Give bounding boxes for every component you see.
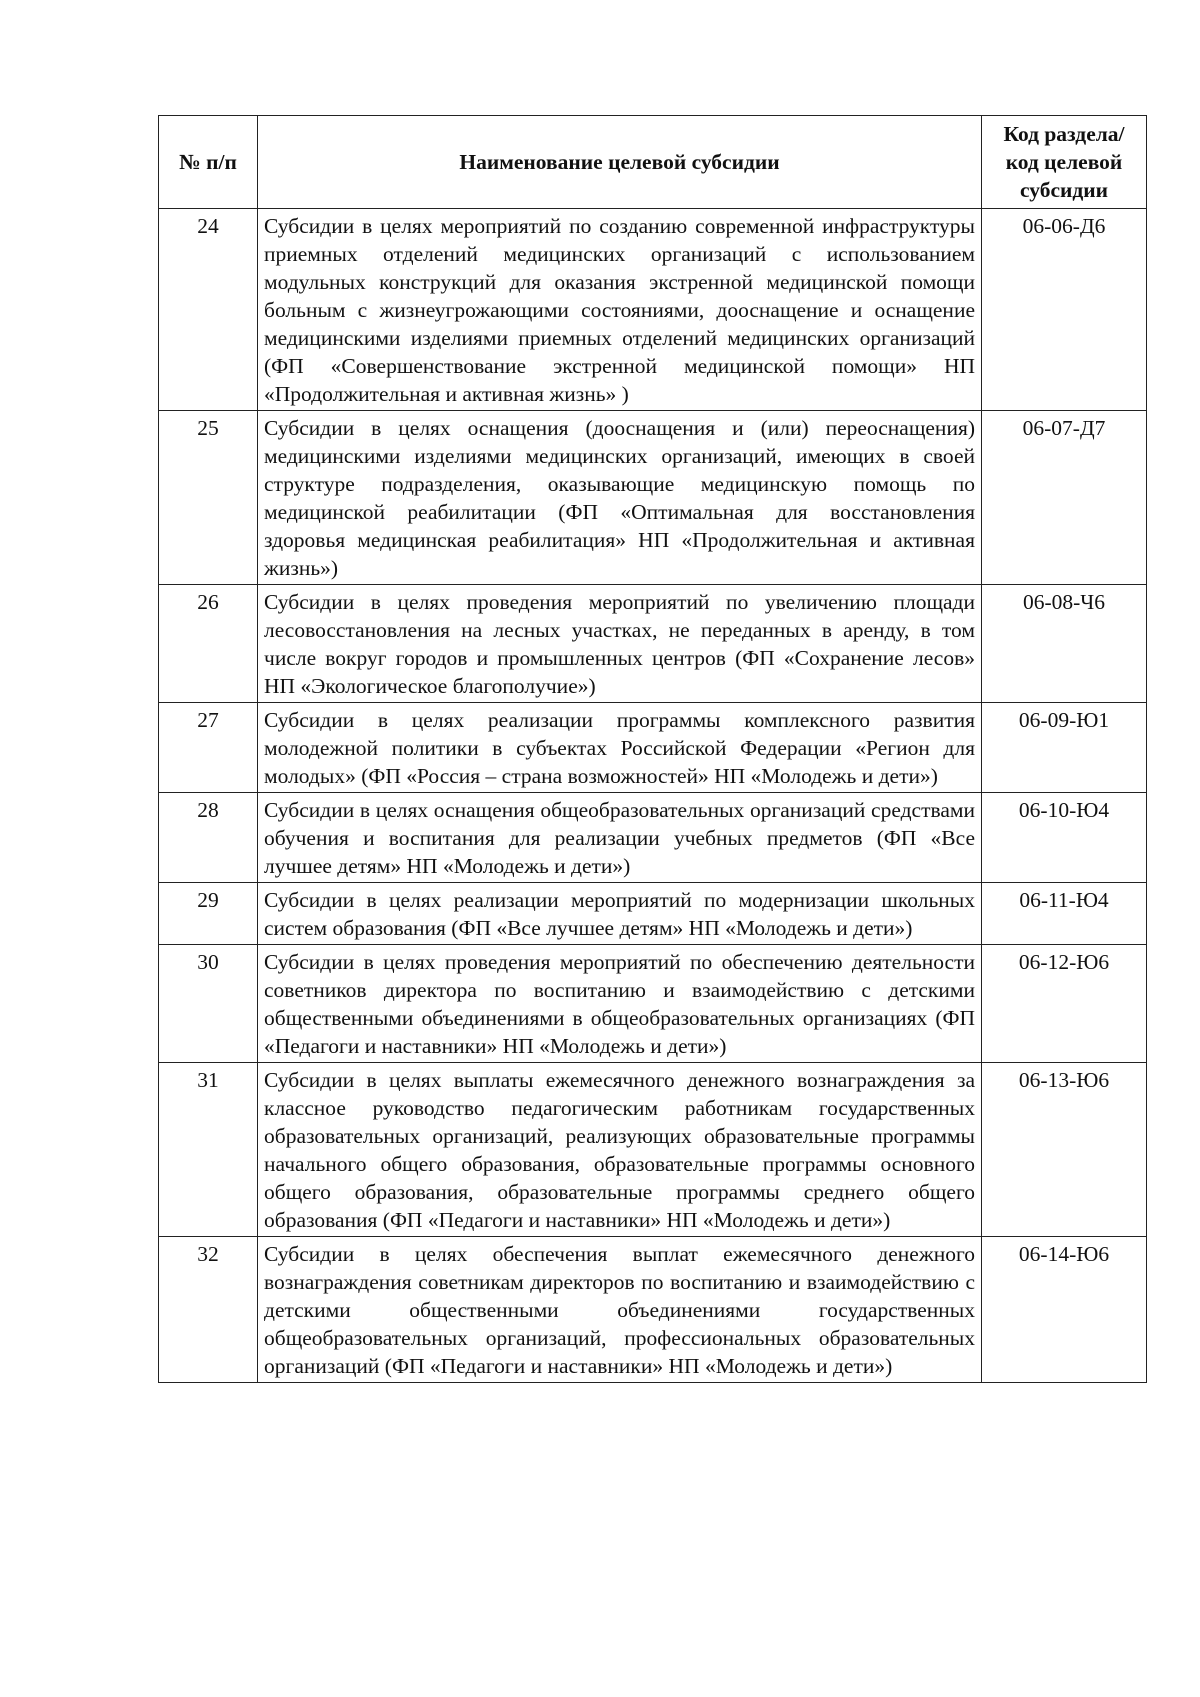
row-number: 26: [159, 585, 258, 703]
subsidy-code: 06-09-Ю1: [982, 703, 1147, 793]
table-row: [159, 945, 1147, 1063]
subsidy-code: 06-07-Д7: [982, 411, 1147, 585]
subsidy-code: 06-12-Ю6: [982, 945, 1147, 1063]
subsidy-code: 06-06-Д6: [982, 209, 1147, 411]
subsidy-name: Субсидии в целях обеспечения выплат ежемесячного денежного вознаграждения советникам директоров по воспитанию и взаимодействию с детскими общественными объединениями государственных общеобразовательных организаций, профессиональных образовательных организаций (ФП «Педагоги и наставники» НП «Молодежь и дети»): [258, 1237, 982, 1383]
table-row: [159, 1237, 1147, 1383]
subsidy-code: 06-11-Ю4: [982, 883, 1147, 945]
table-row: [159, 411, 1147, 585]
row-number: 30: [159, 945, 258, 1063]
subsidy-code: 06-14-Ю6: [982, 1237, 1147, 1383]
header-num: № п/п: [159, 116, 258, 209]
subsidy-code: 06-08-Ч6: [982, 585, 1147, 703]
row-number: 31: [159, 1063, 258, 1237]
row-number: 25: [159, 411, 258, 585]
subsidy-name: Субсидии в целях мероприятий по созданию современной инфраструктуры приемных отделений медицинских организаций с использованием модульных конструкций для оказания экстренной медицинской помощи больным с жизнеугрожающими состояниями, дооснащение и оснащение медицинскими изделиями приемных отделений медицинских организаций (ФП «Совершенствование экстренной медицинской помощи» НП «Продолжительная и активная жизнь» ): [258, 209, 982, 411]
subsidies-table: [158, 115, 1147, 1383]
row-number: 29: [159, 883, 258, 945]
header-name: Наименование целевой субсидии: [258, 116, 982, 209]
table-row: [159, 703, 1147, 793]
header-row: [159, 116, 1147, 209]
header-code: Код раздела/ код целевой субсидии: [982, 116, 1147, 209]
table-row: [159, 1063, 1147, 1237]
subsidy-name: Субсидии в целях реализации программы комплексного развития молодежной политики в субъектах Российской Федерации «Регион для молодых» (ФП «Россия – страна возможностей» НП «Молодежь и дети»): [258, 703, 982, 793]
table-body: [159, 209, 1147, 1383]
subsidy-name: Субсидии в целях реализации мероприятий по модернизации школьных систем образования (ФП «Все лучшее детям» НП «Молодежь и дети»): [258, 883, 982, 945]
row-number: 28: [159, 793, 258, 883]
row-number: 24: [159, 209, 258, 411]
table-header: [159, 116, 1147, 209]
subsidy-name: Субсидии в целях проведения мероприятий по обеспечению деятельности советников директора по воспитанию и взаимодействию с детскими общественными объединениями в общеобразовательных организациях (ФП «Педагоги и наставники» НП «Молодежь и дети»): [258, 945, 982, 1063]
table-row: [159, 883, 1147, 945]
table-row: [159, 585, 1147, 703]
subsidy-name: Субсидии в целях оснащения общеобразовательных организаций средствами обучения и воспитания для реализации учебных предметов (ФП «Все лучшее детям» НП «Молодежь и дети»): [258, 793, 982, 883]
table-row: [159, 209, 1147, 411]
subsidy-code: 06-10-Ю4: [982, 793, 1147, 883]
subsidy-code: 06-13-Ю6: [982, 1063, 1147, 1237]
subsidy-name: Субсидии в целях выплаты ежемесячного денежного вознаграждения за классное руководство педагогическим работникам государственных образовательных организаций, реализующих образовательные программы начального общего образования, образовательные программы основного общего образования, образовательные программы среднего общего образования (ФП «Педагоги и наставники» НП «Молодежь и дети»): [258, 1063, 982, 1237]
subsidy-name: Субсидии в целях проведения мероприятий по увеличению площади лесовосстановления на лесных участках, не переданных в аренду, в том числе вокруг городов и промышленных центров (ФП «Сохранение лесов» НП «Экологическое благополучие»): [258, 585, 982, 703]
subsidy-name: Субсидии в целях оснащения (дооснащения и (или) переоснащения) медицинскими изделиями медицинских организаций, имеющих в своей структуре подразделения, оказывающие медицинскую помощь по медицинской реабилитации (ФП «Оптимальная для восстановления здоровья медицинская реабилитация» НП «Продолжительная и активная жизнь»): [258, 411, 982, 585]
row-number: 27: [159, 703, 258, 793]
table-row: [159, 793, 1147, 883]
row-number: 32: [159, 1237, 258, 1383]
